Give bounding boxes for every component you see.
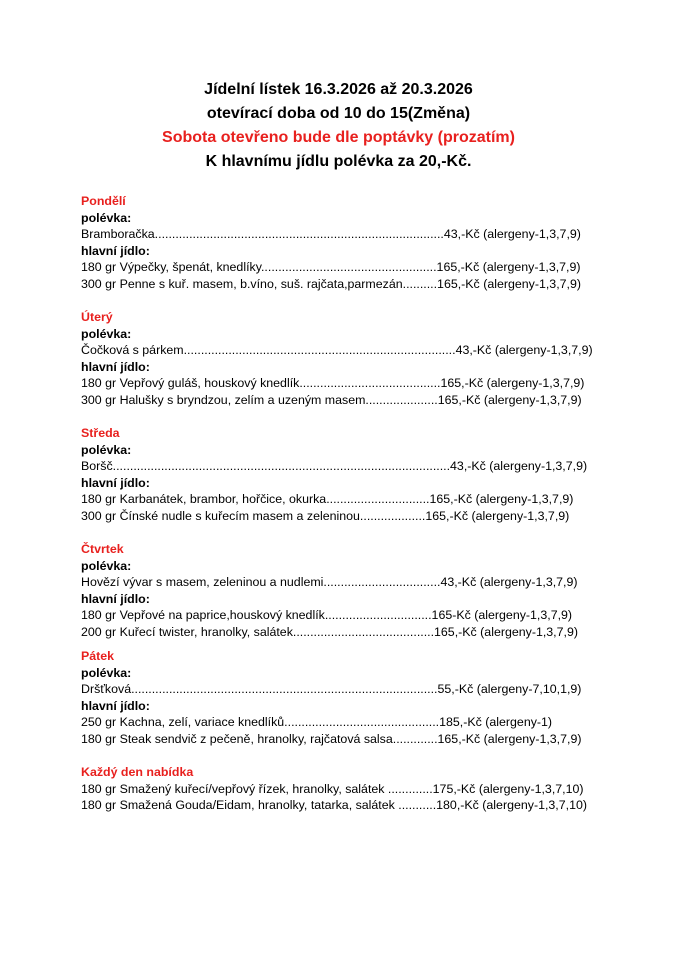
- daily-item: 180 gr Smažený kuřecí/vepřový řízek, hranolky, salátek .............175,-Kč (alergeny-1,3,7,10): [81, 781, 584, 796]
- day-section-thursday: [81, 541, 601, 640]
- soup-item: Hovězí vývar s masem, zeleninou a nudlemi..................................43,-Kč (alergeny-1,3,7,9): [81, 575, 578, 589]
- daily-item: 180 gr Smažená Gouda/Eidam, hranolky, tatarka, salátek ...........180,-Kč (alergeny-1,3,7,10): [81, 798, 587, 812]
- daily-offer-title: Každý den nabídka: [81, 765, 194, 779]
- day-section-wednesday: [81, 425, 601, 524]
- soup-item: Bramboračka....................................................................................43,-Kč (alergeny-1,3,7,9): [81, 227, 581, 241]
- menu-title: Jídelní lístek 16.3.2026 až 20.3.2026: [204, 81, 473, 98]
- main-item: 200 gr Kuřecí twister, hranolky, salátek.........................................165,-Kč (alergeny-1,3,7,9): [81, 624, 578, 639]
- main-item: 180 gr Vepřový guláš, houskový knedlík.........................................165,-Kč (alergeny-1,3,7,9): [81, 376, 585, 390]
- soup-item: Boršč..................................................................................................43,-Kč (alergeny-1,3,7,9): [81, 459, 588, 473]
- day-section-friday: [81, 648, 601, 747]
- day-title: Středa: [81, 426, 120, 440]
- main-label: hlavní jídlo:: [81, 698, 150, 713]
- main-label: hlavní jídlo:: [81, 359, 150, 374]
- soup-label: polévka:: [81, 558, 132, 573]
- day-title: Pondělí: [81, 194, 126, 208]
- main-item: 180 gr Výpečky, špenát, knedlíky...................................................165,-Kč (alergeny-1,3,7,9): [81, 260, 581, 274]
- soup-label: polévka:: [81, 210, 132, 225]
- main-item: 180 gr Steak sendvič z pečeně, hranolky, rajčatová salsa.............165,-Kč (alergeny-1,3,7,9): [81, 731, 582, 746]
- main-item: 250 gr Kachna, zelí, variace knedlíků.............................................185,-Kč (alergeny-1): [81, 715, 553, 729]
- soup-item: Čočková s párkem...............................................................................43,-Kč (alergeny-1,3,7,9): [81, 343, 593, 357]
- daily-offer-section: [81, 764, 601, 814]
- main-item: 300 gr Halušky s bryndzou, zelím a uzeným masem.....................165,-Kč (alergeny-1,3,7,9): [81, 392, 582, 407]
- saturday-notice: Sobota otevřeno bude dle poptávky (prozatím): [162, 129, 515, 146]
- opening-hours: otevírací doba od 10 do 15(Změna): [206, 105, 471, 122]
- main-item: 180 gr Karbanátek, brambor, hořčice, okurka..............................165,-Kč (alergeny-1,3,7,9): [81, 492, 574, 506]
- soup-offer-note: K hlavnímu jídlu polévka za 20,-Kč.: [205, 153, 472, 170]
- soup-item: Dršťková.........................................................................................55,-Kč (alergeny-7,10,1,9): [81, 682, 582, 696]
- soup-label: polévka:: [81, 326, 132, 341]
- day-section-tuesday: [81, 309, 601, 408]
- day-section-monday: [81, 193, 601, 292]
- main-label: hlavní jídlo:: [81, 243, 150, 258]
- day-title: Čtvrtek: [81, 542, 124, 556]
- main-item: 300 gr Penne s kuř. masem, b.víno, suš. rajčata,parmezán..........165,-Kč (alergeny-1,3,7,9): [81, 276, 581, 291]
- soup-label: polévka:: [81, 665, 132, 680]
- day-title: Pátek: [81, 649, 115, 663]
- main-label: hlavní jídlo:: [81, 475, 150, 490]
- soup-label: polévka:: [81, 442, 132, 457]
- day-title: Úterý: [81, 310, 113, 324]
- main-item: 300 gr Čínské nudle s kuřecím masem a zeleninou...................165,-Kč (alergeny-1,3,7,9): [81, 508, 570, 523]
- main-label: hlavní jídlo:: [81, 591, 150, 606]
- main-item: 180 gr Vepřové na paprice,houskový knedlík...............................165-Kč (alergeny-1,3,7,9): [81, 608, 573, 622]
- menu-header: [0, 78, 677, 174]
